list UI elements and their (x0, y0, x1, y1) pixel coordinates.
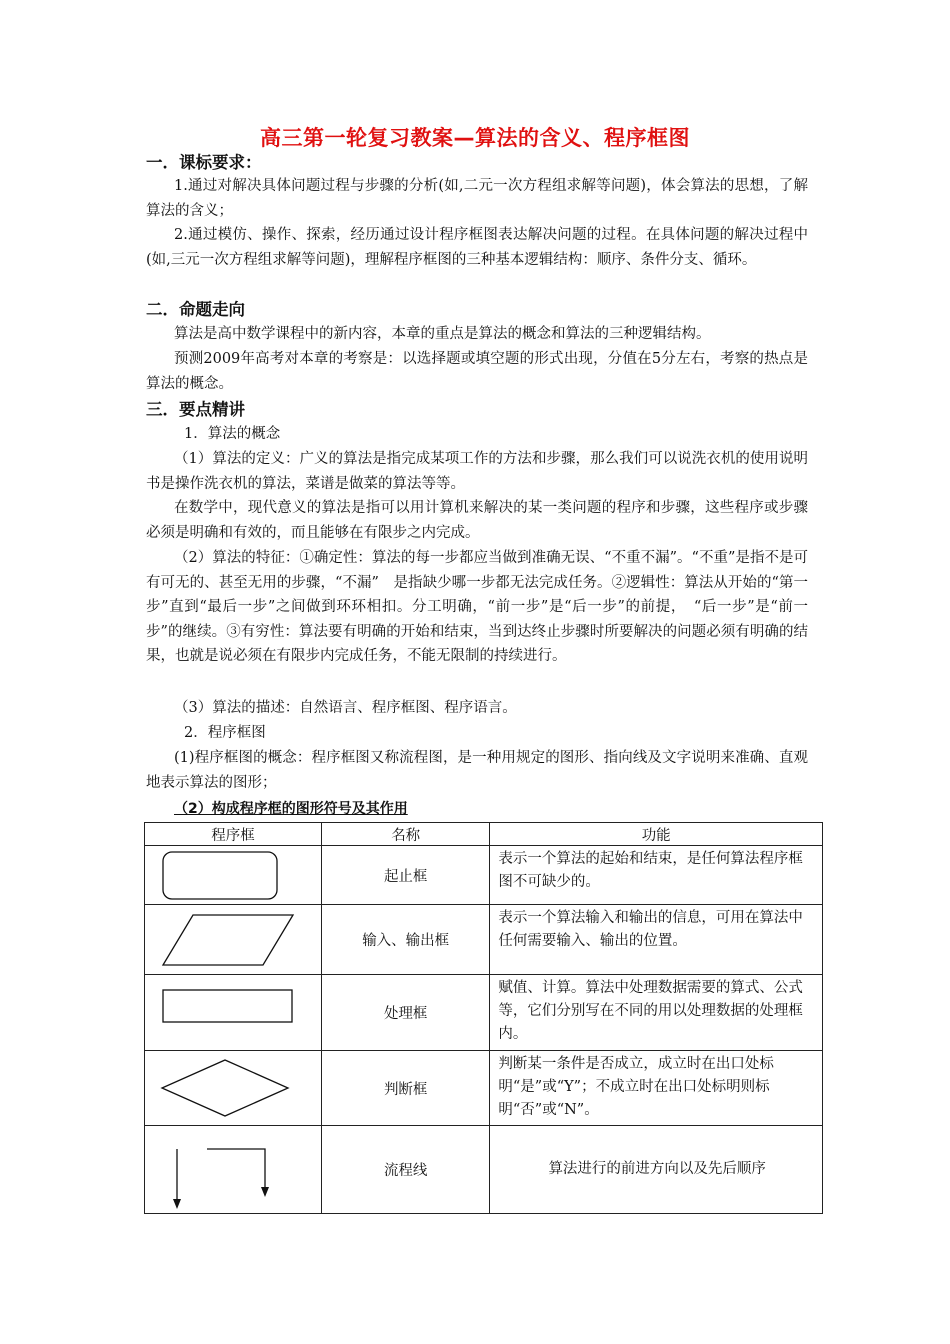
shape-cell (145, 846, 322, 905)
name-cell: 输入、输出框 (322, 905, 490, 975)
header-shape: 程序框 (145, 823, 322, 846)
section-3-heading: 三．要点精讲 (146, 400, 245, 419)
shape-cell (145, 905, 322, 975)
function-cell: 赋值、计算。算法中处理数据需要的算式、公式等，它们分别写在不同的用以处理数据的处理框内。 (490, 975, 823, 1051)
table-header-row (145, 823, 823, 846)
flowline-arrows-icon (145, 1127, 321, 1213)
parallelogram-shape-icon (145, 907, 321, 973)
subsection-flowchart: 2．程序框图 (184, 725, 266, 741)
section-2-paragraph-1: 算法是高中数学课程中的新内容，本章的重点是算法的概念和算法的三种逻辑结构。 (174, 326, 711, 342)
paragraph-algorithm-description: （3）算法的描述：自然语言、程序框图、程序语言。 (174, 700, 517, 716)
name-cell: 流程线 (322, 1126, 490, 1214)
name-cell: 起止框 (322, 846, 490, 905)
paragraph-modern-algorithm: 在数学中，现代意义的算法是指可以用计算机来解决的某一类问题的程序和步骤，这些程序或步骤必须是明确和有效的，而且能够在有限步之内完成。 (146, 500, 808, 541)
table-row (145, 1126, 823, 1214)
table-caption: （2）构成程序框的图形符号及其作用 (174, 801, 408, 817)
flowchart-symbols-table (144, 822, 823, 1214)
function-cell: 表示一个算法的起始和结束，是任何算法程序框图不可缺少的。 (490, 846, 823, 905)
section-2-heading: 二．命题走向 (146, 300, 245, 319)
terminal-shape-icon (145, 847, 321, 903)
document-title: 高三第一轮复习教案—算法的含义、程序框图 (260, 126, 690, 150)
header-name: 名称 (322, 823, 490, 846)
paragraph-flowchart-concept: (1)程序框图的概念：程序框图又称流程图，是一种用规定的图形、指向线及文字说明来准确、直观地表示算法的图形； (146, 750, 808, 791)
section-1-paragraph-1: 1.通过对解决具体问题过程与步骤的分析(如,二元一次方程组求解等问题)，体会算法的思想，了解算法的含义； (146, 178, 808, 219)
paragraph-algorithm-features: （2）算法的特征：①确定性：算法的每一步都应当做到准确无误、“不重不漏”。“不重”是指不是可有可无的、甚至无用的步骤，“不漏” 是指缺少哪一步都无法完成任务。②逻辑性：算法从开始的“第一步”直到“最后一步”之间做到环环相扣。分工明确，“前一步”是“后一步”的前提， “后一步”是“前一步”的继续。③有穷性：算法要有明确的开始和结束，当到达终止步骤时所要解决的问题必须有明确的结果，也就是说必须在有限步内完成任务，不能无限制的持续进行。 (146, 550, 808, 664)
section-2-paragraph-2: 预测2009年高考对本章的考察是：以选择题或填空题的形式出现，分值在5分左右，考察的热点是算法的概念。 (146, 351, 808, 392)
header-function: 功能 (490, 823, 823, 846)
paragraph-algorithm-definition: （1）算法的定义：广义的算法是指完成某项工作的方法和步骤，那么我们可以说洗衣机的使用说明书是操作洗衣机的算法，菜谱是做菜的算法等等。 (146, 451, 808, 492)
section-1-heading: 一．课标要求： (146, 153, 262, 172)
name-cell: 判断框 (322, 1051, 490, 1126)
table-row (145, 905, 823, 975)
rectangle-shape-icon (145, 978, 321, 1048)
function-cell: 判断某一条件是否成立，成立时在出口处标明“是”或“Y”；不成立时在出口处标明则标明“否”或“N”。 (490, 1051, 823, 1126)
function-cell: 表示一个算法输入和输出的信息，可用在算法中任何需要输入、输出的位置。 (490, 905, 823, 975)
diamond-shape-icon (145, 1052, 321, 1124)
shape-cell (145, 1126, 322, 1214)
function-cell: 算法进行的前进方向以及先后顺序 (490, 1126, 823, 1214)
table-row (145, 975, 823, 1051)
shape-cell (145, 1051, 322, 1126)
table-row (145, 846, 823, 905)
subsection-algorithm-concept: 1．算法的概念 (184, 426, 281, 442)
shape-cell (145, 975, 322, 1051)
table-row (145, 1051, 823, 1126)
section-1-paragraph-2: 2.通过模仿、操作、探索，经历通过设计程序框图表达解决问题的过程。在具体问题的解决过程中(如,三元一次方程组求解等问题)，理解程序框图的三种基本逻辑结构：顺序、条件分支、循环。 (146, 227, 808, 268)
name-cell: 处理框 (322, 975, 490, 1051)
